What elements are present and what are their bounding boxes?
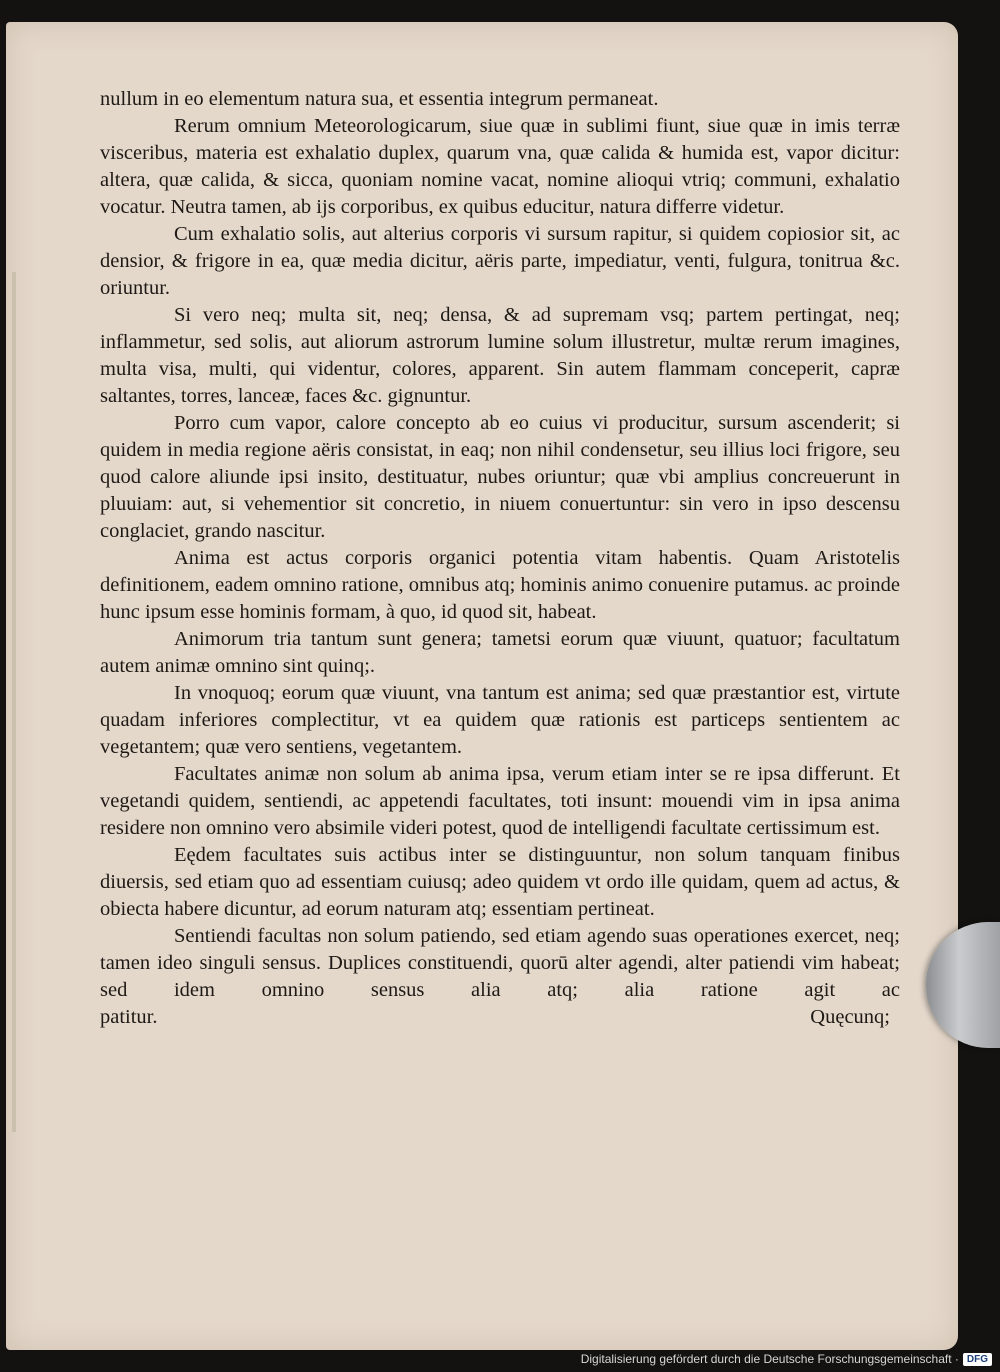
- paragraph: Rerum omnium Meteorologicarum, siue quæ in sublimi fiunt, siue quæ in imis terræ visceribus, materia est exhalatio duplex, quarum vna, quæ calida & humida est, vapor dicitur: altera, quæ calida, & sicca, quoniam nomine vacat, nomine alioqui vtriq; communi, exhalatio vocatur. Neutra tamen, ab ijs corporibus, ex quibus educitur, natura differre videtur.: [100, 115, 900, 218]
- paragraph: nullum in eo elementum natura sua, et essentia integrum permaneat.: [100, 88, 659, 110]
- page-text-block: [100, 86, 900, 1031]
- paragraph-list: [100, 86, 900, 1004]
- last-line-word: patitur.: [100, 1006, 158, 1028]
- last-line-row: [100, 1004, 890, 1031]
- dfg-logo-icon: DFG: [963, 1353, 992, 1366]
- catchword: Quęcunq;: [810, 1006, 890, 1028]
- paragraph: Porro cum vapor, calore concepto ab eo cuius vi producitur, sursum ascenderit; si quidem in media regione aëris consistat, in eaq; non nihil condensetur, seu illius loci frigore, seu quod calore aliunde ipsi insito, destituatur, nubes oriuntur; quæ vbi amplius concreuerunt in pluuiam: aut, si vehementior sit concretio, in niuem conuertuntur: sin vero in ipso descensu conglaciet, grando nascitur.: [100, 412, 900, 542]
- paragraph: In vnoquoq; eorum quæ viuunt, vna tantum est anima; sed quæ præstantior est, virtute quadam inferiores complectitur, vt ea quidem quæ rationis est particeps sentientem ac vegetantem; quæ vero sentiens, vegetantem.: [100, 682, 900, 758]
- page-edge-shadow: [12, 272, 16, 1132]
- paragraph: Anima est actus corporis organici potentia vitam habentis. Quam Aristotelis definitionem, eadem omnino ratione, omnibus atq; hominis animo conuenire putamus. ac proinde hunc ipsum esse hominis formam, à quo, id quod sit, habeat.: [100, 547, 900, 623]
- paragraph: Eędem facultates suis actibus inter se distinguuntur, non solum tanquam finibus diuersis, sed etiam quo ad essentiam cuiusq; adeo quidem vt ordo ille quidam, quem ad actus, & obiecta habere dicuntur, ad eorum naturam atq; essentiam pertineat.: [100, 844, 900, 920]
- footer-credit: [581, 1352, 992, 1366]
- paragraph: Si vero neq; multa sit, neq; densa, & ad supremam vsq; partem pertingat, neq; inflammetur, sed solis, aut aliorum astrorum lumine solum illustretur, multæ rerum imagines, multa visa, multi, qui videntur, colores, apparent. Sin autem flammam conceperit, capræ saltantes, torres, lanceæ, faces &c. gignuntur.: [100, 304, 900, 407]
- paragraph: Facultates animæ non solum ab anima ipsa, verum etiam inter se re ipsa differunt. Et vegetandi quidem, sentiendi, ac appetendi facultates, toti insunt: mouendi vim in ipsa anima residere non omnino vero absimile videri potest, quod de intelligendi facultate certissimum est.: [100, 763, 900, 839]
- paragraph: Cum exhalatio solis, aut alterius corporis vi sursum rapitur, si quidem copiosior sit, ac densior, & frigore in ea, quæ media dicitur, aëris parte, impediatur, venti, fulgura, tonitrua &c. oriuntur.: [100, 223, 900, 299]
- paragraph: Animorum tria tantum sunt genera; tametsi eorum quæ viuunt, quatuor; facultatum autem animæ omnino sint quinq;.: [100, 628, 900, 677]
- paragraph: Sentiendi facultas non solum patiendo, sed etiam agendo suas operationes exercet, neq; tamen ideo singuli sensus. Duplices constituendi, quorū alter agendi, alter patiendi vim habeat; sed idem omnino sensus alia atq; alia ratione agit ac: [100, 925, 900, 1001]
- footer-credit-text: Digitalisierung gefördert durch die Deutsche Forschungsgemeinschaft ·: [580, 1352, 959, 1366]
